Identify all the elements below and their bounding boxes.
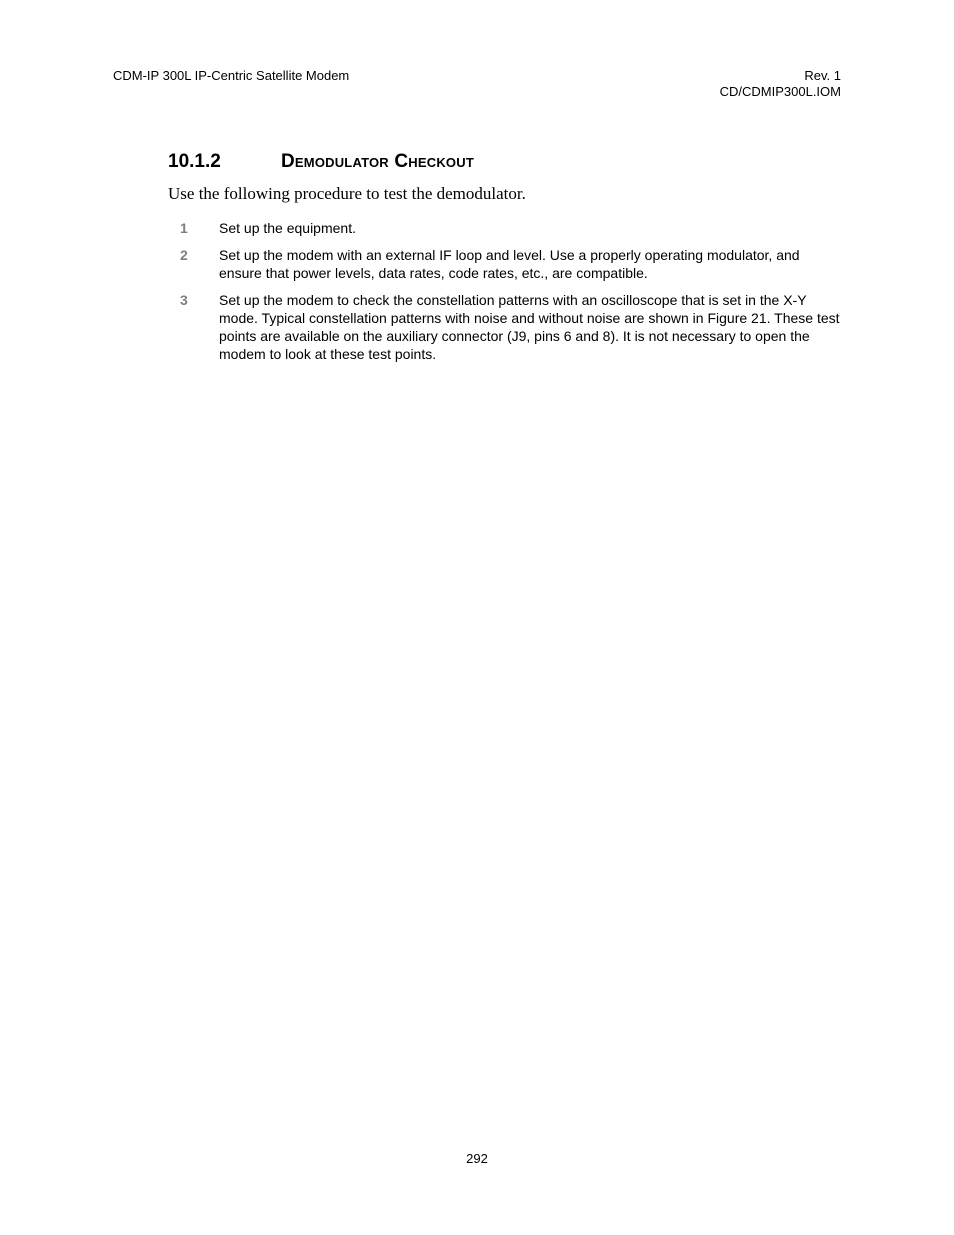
header-document-code: CD/CDMIP300L.IOM xyxy=(719,84,841,99)
header-document-title: CDM-IP 300L IP-Centric Satellite Modem xyxy=(113,68,350,83)
procedure-steps xyxy=(168,219,840,372)
page-number: 292 xyxy=(466,1151,488,1166)
step-text: Set up the equipment. xyxy=(219,220,356,236)
header-revision-block xyxy=(720,68,841,100)
step-number: 1 xyxy=(180,220,188,236)
header-revision: Rev. 1 xyxy=(804,68,841,83)
section-heading xyxy=(168,150,474,174)
step-number: 2 xyxy=(180,247,188,263)
procedure-step xyxy=(168,246,840,282)
step-text: Set up the modem with an external IF loop and level. Use a properly operating modulator, and ensure that power levels, data rates, code rates, etc., are compatible. xyxy=(219,247,800,281)
step-text: Set up the modem to check the constellation patterns with an oscilloscope that is set in the X-Y mode. Typical constellation patterns with noise and without noise are shown in Figure 21. These test points are available on the auxiliary connector (J9, pins 6 and 8). It is not necessary to open the modem to look at these test points. xyxy=(219,292,840,362)
step-number: 3 xyxy=(180,292,188,308)
procedure-step xyxy=(168,291,840,363)
intro-paragraph: Use the following procedure to test the demodulator. xyxy=(168,184,526,203)
procedure-step xyxy=(168,219,840,237)
section-title: Demodulator Checkout xyxy=(281,151,474,172)
section-number: 10.1.2 xyxy=(168,151,221,172)
